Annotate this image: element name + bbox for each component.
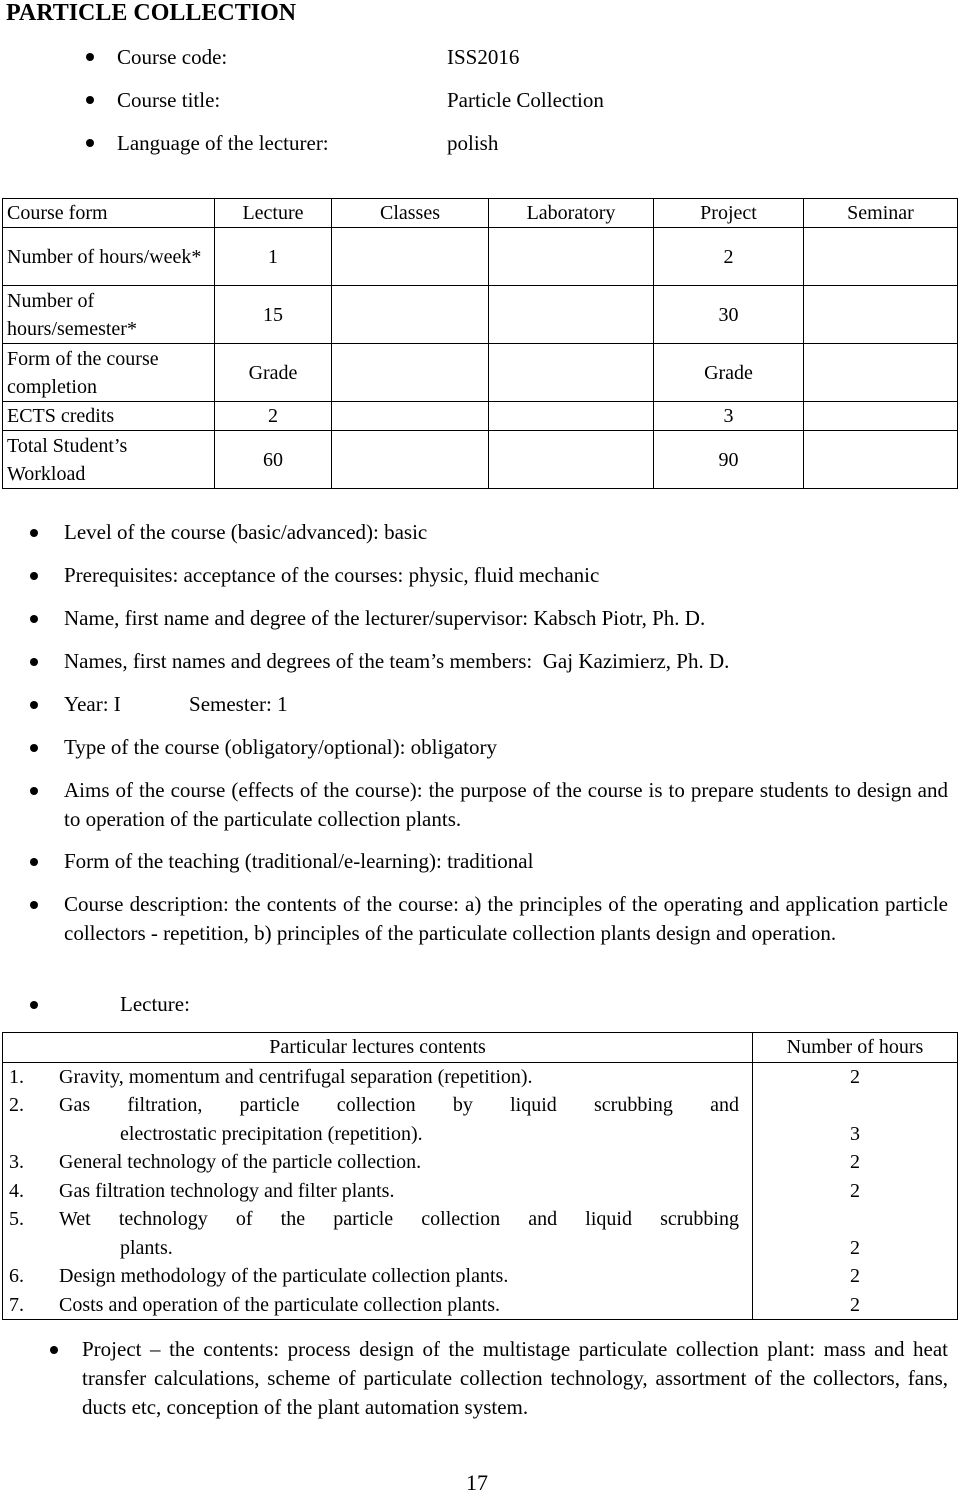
header-laboratory: Laboratory <box>489 199 654 228</box>
table-row: 3. General technology of the particle collection. 2 <box>3 1148 958 1177</box>
bullet-icon <box>30 701 38 709</box>
row-label: Number of hours/week* <box>3 228 215 286</box>
table-row: 2. Gas filtration, particle collection by liquid scrubbing and electrostatic precipitation (repetition). 3 <box>3 1091 958 1148</box>
bullet-icon <box>30 901 38 909</box>
course-table-header-row <box>3 199 958 228</box>
table-row: 7. Costs and operation of the particulate collection plants. 2 <box>3 1291 958 1320</box>
header-course-form: Course form <box>3 199 215 228</box>
table-row: Form of the course completion Grade Grade <box>3 344 958 402</box>
lectures-header-row <box>3 1033 958 1063</box>
course-form-table <box>2 198 958 489</box>
bullet-icon <box>86 139 94 147</box>
info-row-course-title: Course title: Particle Collection <box>86 85 604 115</box>
bullet-icon <box>30 615 38 623</box>
row-label: Form of the course completion <box>3 344 215 402</box>
page-title: PARTICLE COLLECTION <box>6 0 297 26</box>
header-lecture: Lecture <box>215 199 332 228</box>
info-row-language: Language of the lecturer: polish <box>86 128 498 158</box>
header-lecture-contents: Particular lectures contents <box>3 1033 753 1063</box>
lectures-table <box>2 1032 958 1320</box>
header-classes: Classes <box>332 199 489 228</box>
table-row: 6. Design methodology of the particulate collection plants. 2 <box>3 1262 958 1291</box>
table-row: Total Student’s Workload 60 90 <box>3 431 958 489</box>
bullet-icon <box>30 744 38 752</box>
table-row: 1. Gravity, momentum and centrifugal separation (repetition). 2 <box>3 1062 958 1091</box>
info-row-course-code: Course code: ISS2016 <box>86 42 519 72</box>
table-row: Number of hours/week* 1 2 <box>3 228 958 286</box>
page-number: 17 <box>466 1470 488 1495</box>
header-project: Project <box>654 199 804 228</box>
row-label: Number of hours/semester* <box>3 286 215 344</box>
table-row: 4. Gas filtration technology and filter plants. 2 <box>3 1177 958 1206</box>
table-row: Number of hours/semester* 15 30 <box>3 286 958 344</box>
table-row: 5. Wet technology of the particle collection and liquid scrubbing plants. 2 <box>3 1205 958 1262</box>
row-label: Total Student’s Workload <box>3 431 215 489</box>
bullet-icon <box>86 96 94 104</box>
bullet-icon <box>50 1346 58 1354</box>
row-label: ECTS credits <box>3 402 215 431</box>
bullet-icon <box>30 1001 38 1009</box>
bullet-icon <box>30 529 38 537</box>
bullet-icon <box>86 53 94 61</box>
table-row: ECTS credits 2 3 <box>3 402 958 431</box>
bullet-icon <box>30 658 38 666</box>
bullet-icon <box>30 787 38 795</box>
bullet-icon <box>30 858 38 866</box>
header-number-of-hours: Number of hours <box>753 1033 958 1063</box>
header-seminar: Seminar <box>804 199 958 228</box>
bullet-icon <box>30 572 38 580</box>
